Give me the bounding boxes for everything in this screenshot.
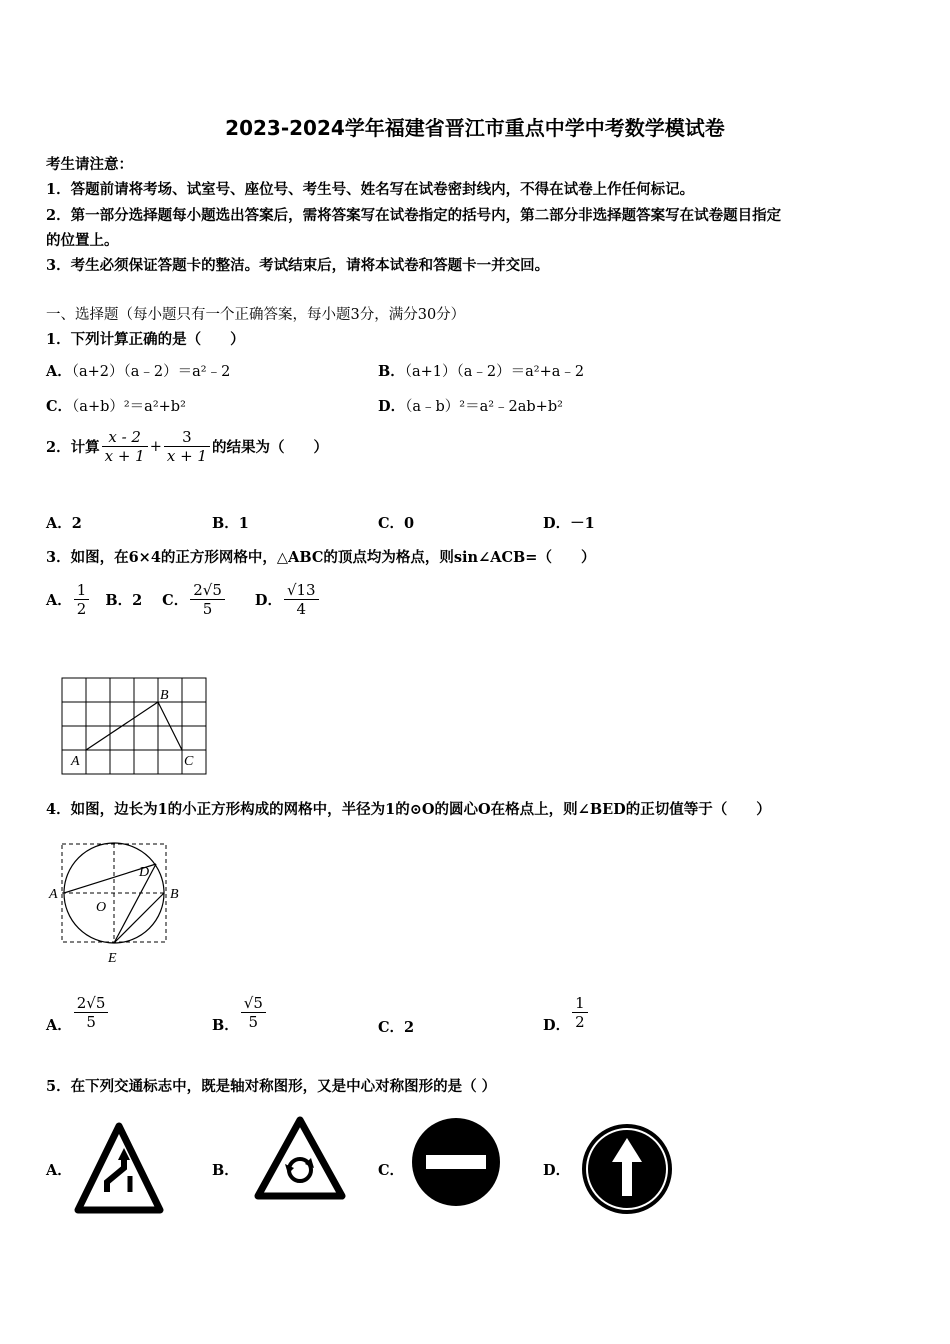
q4-option-b bbox=[212, 990, 268, 1035]
q4-label-a: A bbox=[49, 887, 58, 902]
q1-b-text: （a+1）（a﹣2）＝a²+a﹣2 bbox=[404, 364, 585, 380]
q5-sign-b-roundabout-icon bbox=[252, 1114, 348, 1204]
q1-c-text: （a+b）²＝a²+b² bbox=[72, 399, 186, 415]
q3-options bbox=[46, 581, 321, 618]
q2-fraction-2 bbox=[164, 428, 210, 465]
q4-label-d: D bbox=[139, 865, 150, 880]
notice-item: 的位置上。 bbox=[46, 232, 119, 249]
q4-b-label: B． bbox=[212, 1017, 239, 1034]
q2-f2-den: x + 1 bbox=[166, 447, 207, 465]
q3-d-frac bbox=[284, 581, 319, 618]
notice-item: 2．第一部分选择题每小题选出答案后，需将答案写在试卷指定的括号内，第二部分非选择题答案写在试卷题目指定 bbox=[46, 207, 782, 224]
notice-item: 3．考生必须保证答题卡的整洁。考试结束后，请将本试卷和答题卡一并交回。 bbox=[46, 257, 550, 274]
q4-stem: 4．如图，边长为1的小正方形构成的网格中，半径为1的⊙O的圆心O在格点上，则∠BED的正切值等于（ ） bbox=[46, 801, 771, 818]
q2-option-b: B．1 bbox=[212, 515, 249, 532]
q3-label-b: B bbox=[160, 688, 169, 703]
q5-sign-a-winding-road-icon bbox=[72, 1120, 166, 1218]
q4-d-frac bbox=[572, 994, 588, 1031]
q2-option-a: A．2 bbox=[46, 515, 82, 532]
q1-d-text: （a﹣b）²＝a²﹣2ab+b² bbox=[405, 399, 563, 415]
q2-fraction-1 bbox=[102, 428, 148, 465]
q1-option-c bbox=[46, 395, 186, 416]
q2-stem bbox=[46, 428, 328, 465]
q3-c-den: 5 bbox=[202, 600, 213, 618]
q3-d-den: 4 bbox=[296, 600, 307, 618]
q2-f1-num: x - 2 bbox=[102, 428, 148, 447]
q1-option-d bbox=[378, 395, 563, 416]
q5-option-c-label: C． bbox=[378, 1162, 405, 1179]
page-title: 2023-2024学年福建省晋江市重点中学中考数学模试卷 bbox=[225, 116, 725, 140]
q3-a-num: 1 bbox=[74, 581, 90, 600]
q4-b-den: 5 bbox=[248, 1013, 259, 1031]
q4-d-den: 2 bbox=[575, 1013, 585, 1031]
q1-stem: 1．下列计算正确的是（ ） bbox=[46, 331, 245, 348]
q3-c-label: C． bbox=[162, 592, 189, 609]
q3-a-frac bbox=[74, 581, 90, 618]
q1-d-label: D． bbox=[378, 398, 406, 415]
q5-stem: 5．在下列交通标志中，既是轴对称图形，又是中心对称图形的是（ ） bbox=[46, 1078, 497, 1095]
q5-option-a-label: A． bbox=[46, 1162, 72, 1179]
q5-option-b-label: B． bbox=[212, 1162, 239, 1179]
q2-option-d: D．－1 bbox=[543, 515, 595, 532]
q3-b: B．2 bbox=[105, 592, 143, 609]
q3-grid-figure bbox=[56, 672, 216, 778]
q2-f2-num: 3 bbox=[164, 428, 210, 447]
q3-c-frac bbox=[190, 581, 225, 618]
q3-label-c: C bbox=[184, 754, 194, 769]
q4-option-c: C．2 bbox=[378, 1019, 415, 1036]
q2-suffix: 的结果为（ ） bbox=[211, 439, 328, 456]
q4-a-num: 2√5 bbox=[74, 994, 109, 1013]
q3-c-num: 2√5 bbox=[190, 581, 225, 600]
q4-option-a bbox=[46, 990, 110, 1035]
q4-label-o: O bbox=[96, 900, 107, 915]
q5-sign-d-straight-arrow-icon bbox=[580, 1122, 674, 1216]
q4-label-e: E bbox=[108, 951, 117, 966]
q4-option-d bbox=[543, 990, 590, 1035]
q1-option-b bbox=[378, 360, 584, 381]
q3-stem: 3．如图，在6×4的正方形网格中，△ABC的顶点均为格点，则sin∠ACB=（ ） bbox=[46, 549, 596, 566]
q2-f1-den: x + 1 bbox=[104, 447, 145, 465]
q2-prefix: 2．计算 bbox=[46, 439, 100, 456]
notice-item: 1．答题前请将考场、试室号、座位号、考生号、姓名写在试卷密封线内，不得在试卷上作任何标记。 bbox=[46, 181, 695, 198]
q2-option-c: C．0 bbox=[378, 515, 415, 532]
q4-b-frac bbox=[241, 994, 266, 1031]
q4-circle-figure bbox=[46, 836, 186, 968]
q4-a-den: 5 bbox=[86, 1013, 96, 1031]
q3-d-num: √13 bbox=[284, 581, 319, 600]
q3-label-a: A bbox=[71, 754, 80, 769]
q4-d-label: D． bbox=[543, 1017, 571, 1034]
q1-a-text: （a+2）（a﹣2）＝a²﹣2 bbox=[71, 364, 231, 380]
q4-d-num: 1 bbox=[572, 994, 588, 1013]
q2-plus: + bbox=[149, 438, 162, 455]
q4-a-frac bbox=[74, 994, 109, 1031]
q3-a-den: 2 bbox=[76, 600, 87, 618]
q4-a-label: A． bbox=[46, 1017, 72, 1034]
q3-d-label: D． bbox=[254, 592, 282, 609]
section-heading: 一、选择题（每小题只有一个正确答案，每小题3分，满分30分） bbox=[46, 307, 466, 323]
q5-sign-c-no-entry-icon bbox=[408, 1116, 504, 1208]
notice-heading: 考生请注意： bbox=[46, 156, 133, 173]
q4-b-num: √5 bbox=[241, 994, 266, 1013]
q1-a-label: A． bbox=[46, 363, 72, 380]
q3-a-label: A． bbox=[46, 592, 72, 609]
q5-option-d-label: D． bbox=[543, 1162, 571, 1179]
q1-option-a bbox=[46, 360, 230, 381]
q1-b-label: B． bbox=[378, 363, 405, 380]
q4-label-b: B bbox=[170, 887, 179, 902]
q1-c-label: C． bbox=[46, 398, 73, 415]
